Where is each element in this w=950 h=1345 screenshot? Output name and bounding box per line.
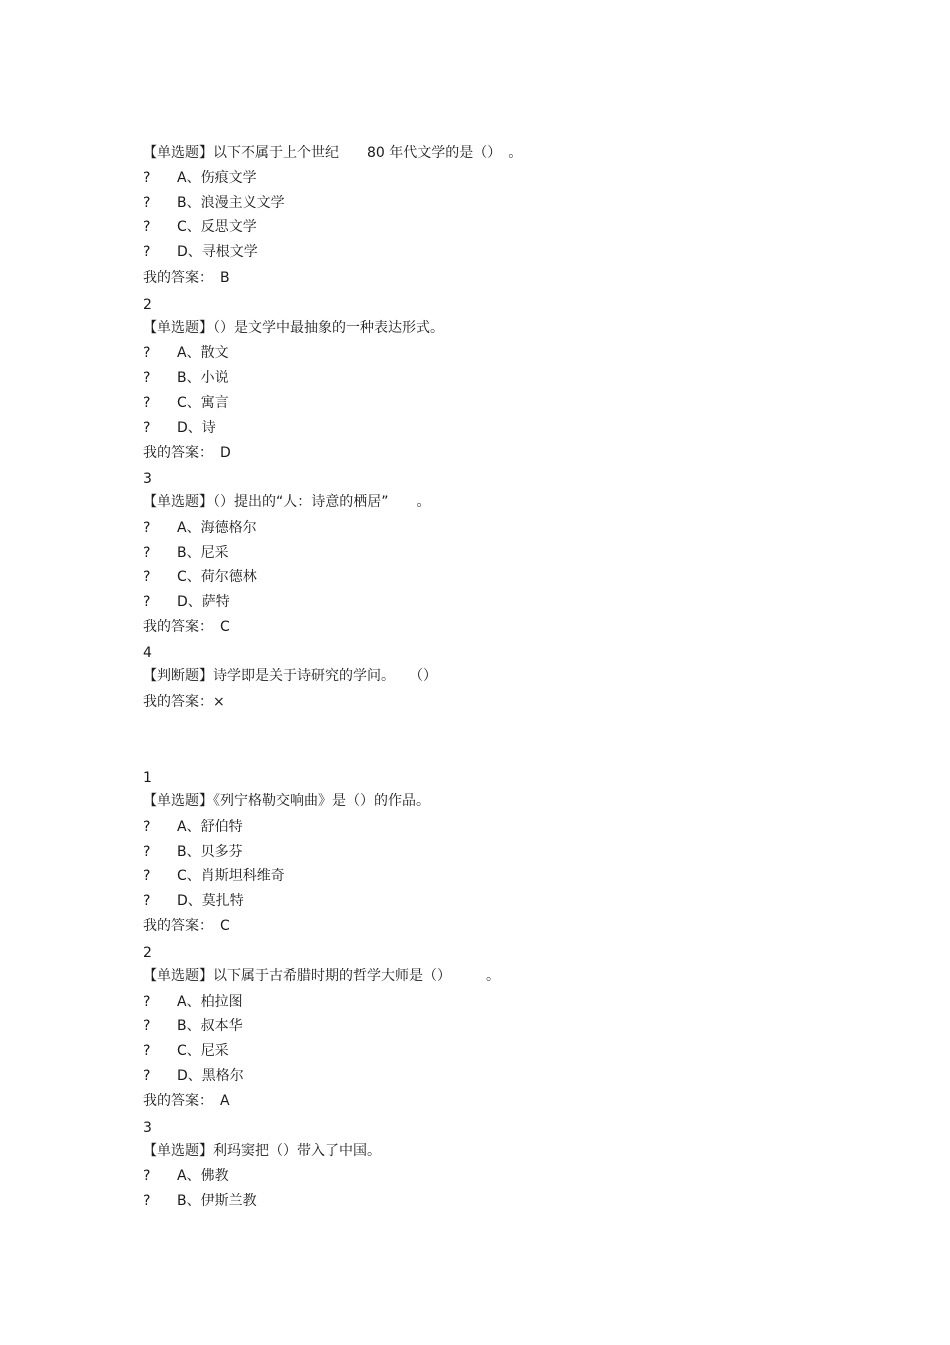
question-number: 2	[143, 945, 152, 961]
option-marker: ?	[143, 569, 151, 585]
my-answer: 我的答案： A	[143, 1093, 230, 1109]
option-b: B、伊斯兰教	[177, 1193, 257, 1209]
option-d: D、莫扎特	[177, 893, 244, 909]
question-number: 3	[143, 1120, 152, 1136]
option-marker: ?	[143, 1043, 151, 1059]
option-c: C、肖斯坦科维奇	[177, 868, 285, 884]
option-marker: ?	[143, 893, 151, 909]
option-b: B、小说	[177, 370, 229, 386]
option-b: B、贝多芬	[177, 844, 243, 860]
option-marker: ?	[143, 395, 151, 411]
option-a: A、佛教	[177, 1168, 229, 1184]
option-c: C、反思文学	[177, 219, 257, 235]
question-number: 1	[143, 770, 152, 786]
option-b: B、叔本华	[177, 1018, 243, 1034]
option-d: D、萨特	[177, 594, 230, 610]
question-stem: 【单选题】以下属于古希腊时期的哲学大师是（） 。	[143, 968, 500, 984]
option-marker: ?	[143, 170, 151, 186]
option-d: D、诗	[177, 420, 216, 436]
option-marker: ?	[143, 219, 151, 235]
my-answer: 我的答案： C	[143, 619, 230, 635]
option-b: B、尼采	[177, 545, 229, 561]
option-marker: ?	[143, 195, 151, 211]
option-marker: ?	[143, 345, 151, 361]
question-number: 3	[143, 471, 152, 487]
question-stem: 【单选题】（）是文学中最抽象的一种表达形式。	[143, 320, 444, 336]
option-marker: ?	[143, 520, 151, 536]
option-c: C、尼采	[177, 1043, 229, 1059]
question-stem: 【单选题】《列宁格勒交响曲》是（）的作品。	[143, 793, 430, 809]
option-d: D、寻根文学	[177, 244, 258, 260]
option-marker: ?	[143, 244, 151, 260]
option-c: C、寓言	[177, 395, 229, 411]
option-marker: ?	[143, 1168, 151, 1184]
my-answer: 我的答案：×	[143, 694, 225, 710]
question-stem: 【判断题】诗学即是关于诗研究的学问。 （）	[143, 668, 437, 684]
option-a: A、柏拉图	[177, 994, 243, 1010]
question-number: 4	[143, 645, 152, 661]
option-c: C、荷尔德林	[177, 569, 257, 585]
option-marker: ?	[143, 868, 151, 884]
option-marker: ?	[143, 420, 151, 436]
question-stem: 【单选题】以下不属于上个世纪 80 年代文学的是（） 。	[143, 145, 523, 161]
option-marker: ?	[143, 1193, 151, 1209]
option-marker: ?	[143, 844, 151, 860]
option-d: D、黑格尔	[177, 1068, 244, 1084]
my-answer: 我的答案： D	[143, 445, 231, 461]
option-marker: ?	[143, 1068, 151, 1084]
question-stem: 【单选题】利玛窦把（）带入了中国。	[143, 1143, 381, 1159]
option-a: A、散文	[177, 345, 229, 361]
option-marker: ?	[143, 1018, 151, 1034]
option-b: B、浪漫主义文学	[177, 195, 285, 211]
my-answer: 我的答案： C	[143, 918, 230, 934]
option-marker: ?	[143, 594, 151, 610]
my-answer: 我的答案： B	[143, 270, 230, 286]
question-stem: 【单选题】（）提出的“人：诗意的栖居” 。	[143, 494, 431, 510]
option-a: A、舒伯特	[177, 819, 243, 835]
option-marker: ?	[143, 994, 151, 1010]
option-marker: ?	[143, 819, 151, 835]
option-marker: ?	[143, 370, 151, 386]
option-a: A、伤痕文学	[177, 170, 257, 186]
option-a: A、海德格尔	[177, 520, 257, 536]
question-number: 2	[143, 297, 152, 313]
option-marker: ?	[143, 545, 151, 561]
